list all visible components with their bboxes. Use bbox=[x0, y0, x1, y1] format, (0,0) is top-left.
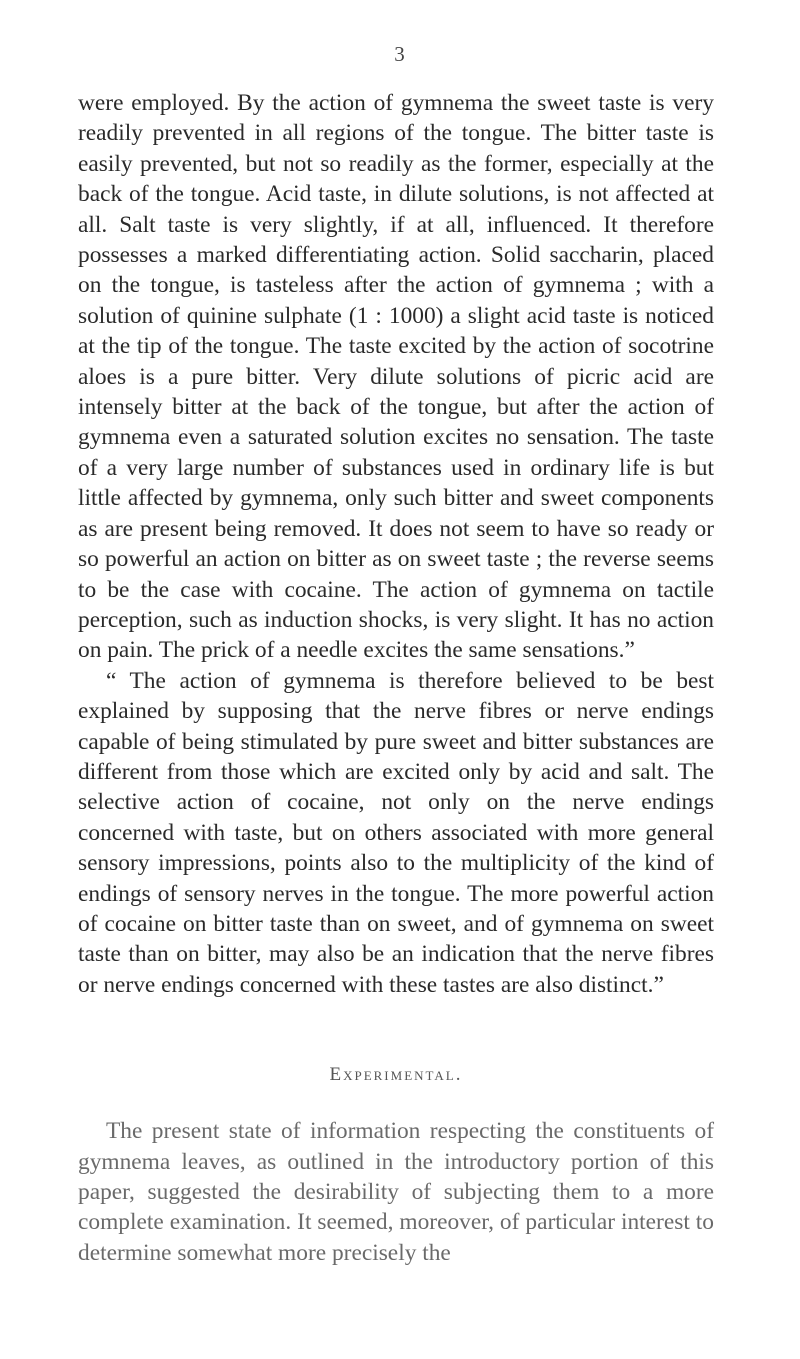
body-text bbox=[78, 88, 714, 1268]
paragraph-experimental-intro: The present state of information respecting the constituents of gymnema leaves, as outlined in the introductory portion of this paper, suggested the desirability of subjecting them to a more complete examination. It seemed, moreover, of particular interest to determine somewhat more precisely the bbox=[78, 1118, 714, 1266]
page-number: 3 bbox=[394, 42, 406, 66]
paragraph-nerve-endings-quote: “ The action of gymnema is therefore believed to be best explained by supposing that the nerve fibres or nerve endings capable of being stimulated by pure sweet and bitter substances are different from those which are excited only by acid and salt. The selective action of cocaine, not only on the nerve endings concerned with taste, but on others associated with more general sensory impressions, points also to the multiplicity of the kind of endings of sensory nerves in the tongue. The more powerful action of cocaine on bitter taste than on sweet, and of gymnema on sweet taste than on bitter, may also be an indication that the nerve fibres or nerve endings concerned with these tastes are also distinct.” bbox=[78, 667, 714, 998]
paragraph-gymnema-effects: were employed. By the action of gymnema the sweet taste is very readily prevented in all regions of the tongue. The bitter taste is easily prevented, but not so readily as the former, especially at the back of the tongue. Acid taste, in dilute solutions, is not affected at all. Salt taste is very slightly, if at all, influenced. It therefore possesses a marked differentiating action. Solid saccharin, placed on the tongue, is tasteless after the action of gymnema ; with a solution of quinine sulphate (1 : 1000) a slight acid taste is noticed at the tip of the tongue. The taste excited by the action of socotrine aloes is a pure bitter. Very dilute solutions of picric acid are intensely bitter at the back of the tongue, but after the action of gymnema even a saturated solution excites no sensation. The taste of a very large number of substances used in ordinary life is but little affected by gymnema, only such bitter and sweet components as are present being removed. It does not seem to have so ready or so powerful an action on bitter as on sweet taste ; the reverse seems to be the case with cocaine. The action of gymnema on tactile perception, such as induction shocks, is very slight. It has no action on pain. The prick of a needle excites the same sensations.” bbox=[78, 90, 714, 664]
section-heading-experimental: Experimental. bbox=[329, 1064, 463, 1086]
